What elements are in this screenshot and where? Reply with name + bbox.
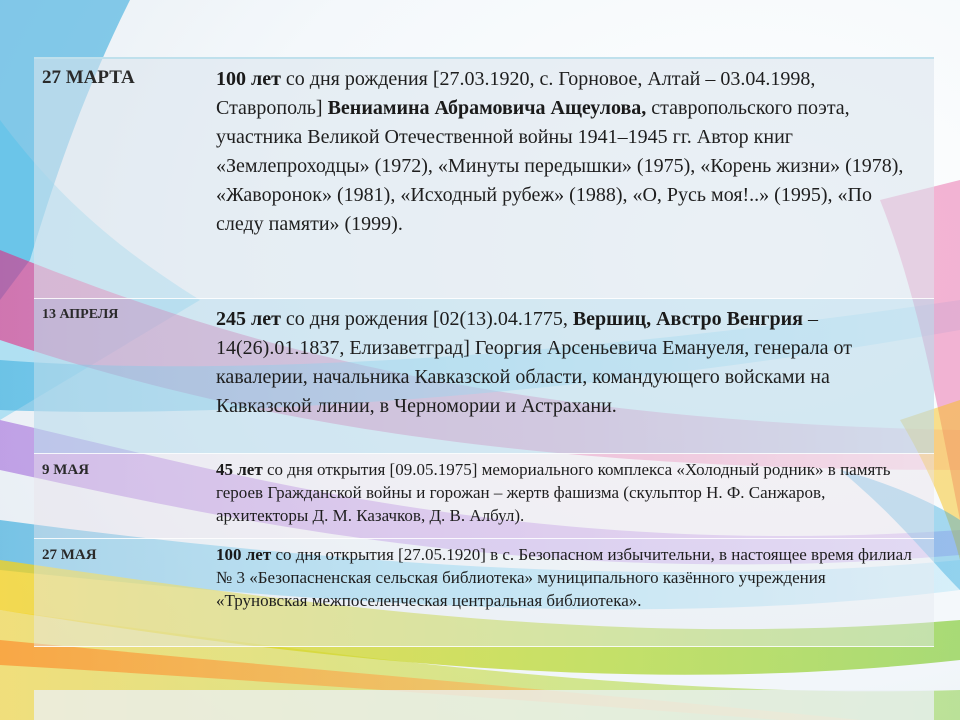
event-description [208, 59, 934, 298]
event-date: 13 АПРЕЛЯ [42, 307, 119, 322]
event-date: 27 МАЯ [42, 547, 97, 563]
event-date: 9 МАЯ [42, 462, 90, 478]
description-text: со дня открытия [09.05.1975] мемориального комплекса «Холодный родник» в память героев Гражданской войны и горожан – жертв фашизма (скульптор Н. Ф. Санжаров, архитекторы Д. М. Казачков, Д. В. Албул). [216, 460, 891, 525]
event-date: 27 МАРТА [42, 67, 135, 88]
events-table [34, 59, 934, 647]
table-row [34, 539, 934, 647]
table-row [34, 299, 934, 454]
bottom-band [34, 690, 934, 720]
highlighted-text: 100 лет [216, 545, 272, 564]
description-text: со дня рождения [02(13).04.1775, [280, 308, 573, 330]
table-row [34, 454, 934, 539]
description-text: со дня открытия [27.05.1920] в с. Безопасном избычительни, в настоящее время филиал № 3 «Безопасненская сельская библиотека» муниципального казённого учреждения «Труновская межпоселенческая центральная библиотека». [216, 545, 912, 610]
highlighted-text: 100 лет [216, 68, 281, 90]
table-row [34, 59, 934, 299]
description-text: – 14(26).01.1837, Елизаветград] Георгия Арсеньевича Емануеля, генерала от кавалерии, начальника Кавказской области, командующего войсками на Кавказской линии, в Черномории и Астрахани. [216, 308, 852, 417]
highlighted-text: Вениамина Абрамовича Ащеулова, [327, 97, 647, 119]
highlighted-text: 45 лет [216, 460, 263, 479]
event-description [208, 299, 934, 453]
highlighted-text: 245 лет [216, 308, 281, 330]
highlighted-text: Вершиц, Австро Венгрия [572, 308, 803, 330]
description-text: ставропольского поэта, участника Великой Отечественной войны 1941–1945 гг. Автор книг «Землепроходцы» (1972), «Минуты передышки» (1975), «Корень жизни» (1978), «Жаворонок» (1981), «Исходный рубеж» (1988), «О, Русь моя!..» (1995), «По следу памяти» (1999). [216, 97, 904, 235]
description-text: со дня рождения [27.03.1920, с. Горновое, Алтай – 03.04.1998, Ставрополь] [216, 68, 816, 119]
event-description [208, 454, 934, 538]
event-description [208, 539, 934, 646]
